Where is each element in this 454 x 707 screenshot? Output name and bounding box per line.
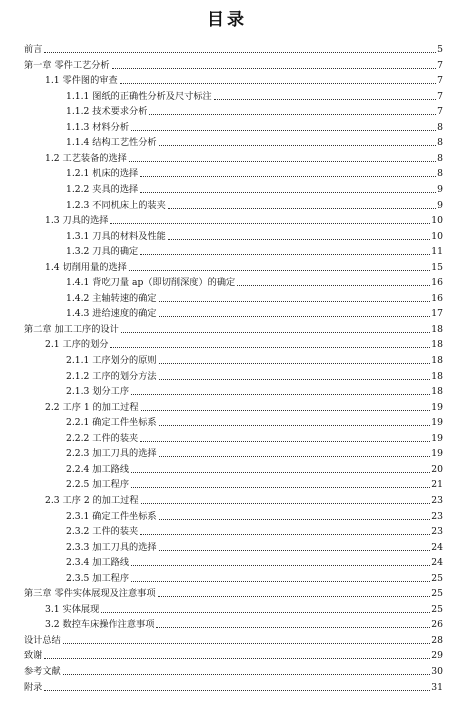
toc-dot-leader [101,611,430,613]
toc-entry[interactable] [0,384,454,398]
toc-entry[interactable] [0,337,454,351]
toc-entry-label: 1.1.4 结构工艺性分析 [66,137,157,149]
toc-entry[interactable] [0,555,454,569]
toc-dot-leader [112,67,437,69]
toc-entry[interactable] [0,322,454,336]
toc-entry-label: 2.2.3 加工刀具的选择 [66,448,157,460]
toc-entry-label: 3.1 实体展现 [45,603,100,615]
toc-entry-page-number: 21 [431,479,443,491]
toc-entry-page-number: 7 [437,106,443,118]
toc-entry-page-number: 7 [437,90,443,102]
toc-entry[interactable] [0,571,454,585]
toc-dot-leader [156,626,430,628]
toc-entry[interactable] [0,120,454,134]
toc-entry-label: 前言 [24,44,43,55]
toc-entry-label: 设计总结 [24,634,61,646]
toc-dot-leader [131,486,430,488]
toc-dot-leader [159,455,431,457]
toc-entry[interactable] [0,524,454,538]
toc-entry[interactable] [0,213,454,227]
toc-entry-label: 参考文献 [24,666,61,677]
toc-entry-page-number: 8 [437,152,443,164]
toc-dot-leader [140,533,430,535]
toc-entry[interactable] [0,633,454,647]
toc-entry[interactable] [0,244,454,258]
toc-entry-page-number: 18 [431,339,443,351]
toc-entry-label: 1.3.1 刀具的材料及性能 [66,230,166,242]
toc-dot-leader [131,129,436,131]
toc-dot-leader [121,331,431,333]
toc-entry-label: 1.1 零件图的审查 [45,75,118,87]
toc-entry[interactable] [0,400,454,414]
toc-entry-label: 2.2.5 加工程序 [66,479,130,491]
toc-entry-page-number: 15 [431,261,443,273]
toc-entry-page-number: 20 [431,463,443,475]
toc-dot-leader [159,549,431,551]
toc-dot-leader [158,595,431,597]
toc-entry-page-number: 25 [431,572,443,584]
toc-dot-leader [140,175,436,177]
toc-entry[interactable] [0,509,454,523]
toc-dot-leader [63,673,431,675]
toc-entry-label: 2.3.4 加工路线 [66,557,130,569]
toc-entry[interactable] [0,617,454,631]
toc-entry-label: 2.1.2 工序的划分方法 [66,370,157,382]
toc-entry-page-number: 25 [431,588,443,600]
toc-entry[interactable] [0,166,454,180]
toc-entry-page-number: 9 [437,183,443,195]
toc-entry[interactable] [0,260,454,274]
toc-entry-label: 1.4.2 主轴转速的确定 [66,292,157,304]
toc-dot-leader [159,518,431,520]
toc-dot-leader [44,51,436,53]
toc-entry-label: 2.2.4 加工路线 [66,463,130,475]
toc-dot-leader [131,471,430,473]
toc-entry-page-number: 8 [437,137,443,149]
toc-entry[interactable] [0,415,454,429]
toc-entry-label: 3.2 数控车床操作注意事项 [45,619,155,631]
toc-entry-page-number: 23 [431,526,443,538]
toc-entry[interactable] [0,151,454,165]
toc-entry-page-number: 19 [431,432,443,444]
toc-entry-page-number: 10 [431,215,443,227]
toc-dot-leader [168,238,430,240]
toc-dot-leader [131,580,430,582]
toc-dot-leader [140,253,430,255]
toc-entry[interactable] [0,306,454,320]
toc-entry[interactable] [0,477,454,491]
toc-entry[interactable] [0,446,454,460]
toc-entry-label: 1.1.2 技术要求分析 [66,106,148,118]
toc-entry-page-number: 18 [431,355,443,366]
toc-dot-leader [44,689,430,691]
toc-entry-page-number: 28 [431,634,443,646]
toc-entry-label: 第一章 零件工艺分析 [24,59,110,71]
toc-dot-leader [141,502,431,504]
toc-entry[interactable] [0,229,454,243]
toc-dot-leader [237,284,430,286]
toc-entry-page-number: 23 [431,510,443,522]
toc-entry-page-number: 5 [437,44,443,55]
toc-entry[interactable] [0,42,454,56]
toc-dot-leader [129,269,430,271]
toc-entry-label: 2.3 工序 2 的加工过程 [45,494,139,506]
toc-entry-page-number: 19 [431,401,443,413]
toc-dot-leader [159,378,431,380]
toc-entry[interactable] [0,104,454,118]
toc-entry-label: 2.2.2 工件的装夹 [66,432,139,444]
toc-dot-leader [63,642,431,644]
toc-dot-leader [149,113,436,115]
toc-entry-page-number: 7 [437,75,443,87]
toc-entry-label: 第二章 加工工序的设计 [24,323,119,335]
toc-entry[interactable] [0,135,454,149]
toc-entry-page-number: 19 [431,448,443,460]
toc-dot-leader [131,393,430,395]
toc-dot-leader [110,346,430,348]
toc-entry-page-number: 18 [431,370,443,382]
toc-entry-page-number: 23 [431,494,443,506]
toc-dot-leader [159,315,431,317]
toc-entry-page-number: 19 [431,417,443,429]
toc-entry-page-number: 30 [431,666,443,677]
toc-dot-leader [120,82,436,84]
toc-entry-label: 2.2.1 确定工件坐标系 [66,417,157,429]
toc-dot-leader [140,191,436,193]
toc-entry-label: 1.4.1 背吃刀量 ap（即切削深度）的确定 [66,277,236,289]
toc-entry[interactable] [0,602,454,616]
toc-entry-label: 2.1.1 工序划分的原则 [66,355,157,366]
toc-entry-label: 第三章 零件实体展现及注意事项 [24,588,156,600]
toc-dot-leader [131,564,430,566]
toc-entry-page-number: 25 [431,603,443,615]
toc-entry[interactable] [0,680,454,694]
toc-entry[interactable] [0,58,454,72]
toc-entry-label: 1.1.1 图纸的正确性分析及尺寸标注 [66,90,212,102]
toc-entry[interactable] [0,664,454,678]
toc-entry-label: 1.2 工艺装备的选择 [45,152,127,164]
toc-entry-label: 1.1.3 材料分析 [66,121,130,133]
toc-dot-leader [159,362,431,364]
toc-dot-leader [159,144,437,146]
toc-entry-page-number: 10 [431,230,443,242]
toc-entry-label: 致谢 [24,650,43,662]
toc-entry-page-number: 24 [431,541,443,553]
toc-entry-page-number: 16 [431,277,443,289]
toc-entry-label: 1.4 切削用量的选择 [45,261,127,273]
toc-dot-leader [159,424,431,426]
toc-entry-page-number: 29 [431,650,443,662]
toc-entry-page-number: 8 [437,168,443,180]
toc-dot-leader [214,98,436,100]
toc-entry[interactable] [0,493,454,507]
toc-dot-leader [44,657,430,659]
toc-entry-label: 2.3.1 确定工件坐标系 [66,510,157,522]
toc-entry-label: 2.2 工序 1 的加工过程 [45,401,139,413]
toc-entry[interactable] [0,648,454,662]
toc-entry-label: 1.2.3 不同机床上的装夹 [66,199,166,211]
toc-entry-page-number: 18 [431,323,443,335]
toc-entry-label: 2.3.3 加工刀具的选择 [66,541,157,553]
toc-dot-leader [141,409,431,411]
toc-entry-label: 2.1.3 划分工序 [66,386,130,398]
toc-entry-page-number: 24 [431,557,443,569]
toc-entry-page-number: 16 [431,292,443,304]
toc-dot-leader [129,160,436,162]
toc-entry-label: 1.2.1 机床的选择 [66,168,139,180]
toc-entry-page-number: 7 [437,59,443,71]
toc-entry[interactable] [0,291,454,305]
toc-entry-page-number: 9 [437,199,443,211]
toc-entry-label: 2.3.5 加工程序 [66,572,130,584]
toc-entry-page-number: 17 [431,308,443,320]
toc-entry[interactable] [0,198,454,212]
toc-entry[interactable] [0,462,454,476]
toc-entry[interactable] [0,369,454,383]
toc-entry-label: 1.2.2 夹具的选择 [66,183,139,195]
toc-entry-label: 附录 [24,681,43,693]
toc-entry-label: 1.3 刀具的选择 [45,215,109,227]
toc-entry[interactable] [0,431,454,445]
toc-entry-label: 2.1 工序的划分 [45,339,109,351]
toc-entry[interactable] [0,353,454,367]
toc-entry-page-number: 31 [431,681,443,693]
page-title: 目录 [207,10,247,30]
toc-entry-page-number: 18 [431,386,443,398]
toc-entry-page-number: 26 [431,619,443,631]
toc-entry[interactable] [0,89,454,103]
toc-entry[interactable] [0,275,454,289]
toc-dot-leader [140,440,430,442]
toc-entry-page-number: 11 [431,246,443,258]
toc-dot-leader [159,300,431,302]
toc-entry-label: 2.3.2 工件的装夹 [66,526,139,538]
toc-entry[interactable] [0,540,454,554]
toc-dot-leader [110,222,430,224]
toc-entry-page-number: 8 [437,121,443,133]
toc-entry-label: 1.4.3 进给速度的确定 [66,308,157,320]
toc-entry[interactable] [0,586,454,600]
toc-entry-label: 1.3.2 刀具的确定 [66,246,139,258]
toc-entry[interactable] [0,182,454,196]
toc-dot-leader [168,207,436,209]
toc-entry[interactable] [0,73,454,87]
